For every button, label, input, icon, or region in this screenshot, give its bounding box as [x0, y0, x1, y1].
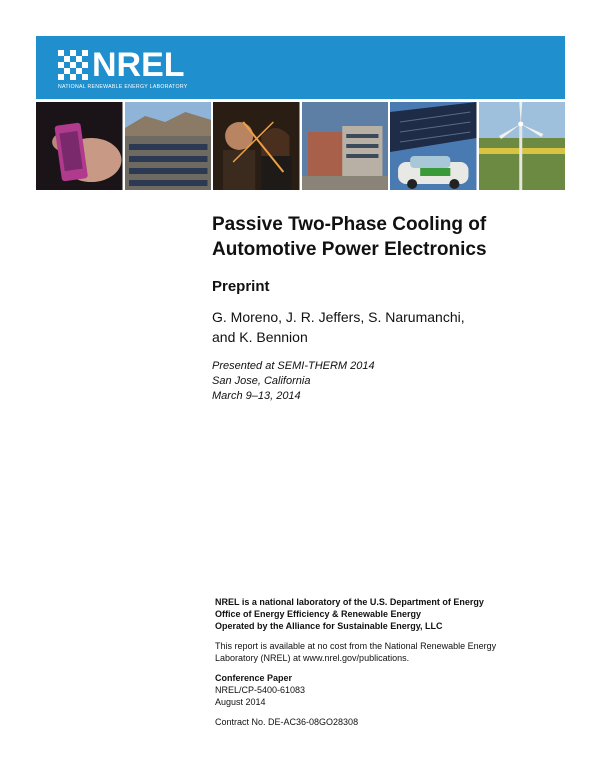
- photo-research-building: [302, 102, 389, 190]
- availability-line2: Laboratory (NREL) at www.nrel.gov/publications.: [215, 653, 410, 663]
- photo-wind-turbine: [479, 102, 566, 190]
- presented-date: March 9–13, 2014: [212, 390, 301, 402]
- doc-type: Conference Paper: [215, 673, 293, 683]
- doc-number: NREL/CP-5400-61083: [215, 685, 306, 695]
- document-title-block: [212, 212, 562, 404]
- nrel-logo-text: NREL: [92, 46, 185, 84]
- nrel-logo-subtitle: NATIONAL RENEWABLE ENERGY LABORATORY: [58, 84, 188, 90]
- document-subtitle: Preprint: [212, 278, 270, 295]
- photo-researchers-lab: [213, 102, 300, 190]
- org-line3: Operated by the Alliance for Sustainable Energy, LLC: [215, 621, 443, 631]
- document-title-line2: Automotive Power Electronics: [212, 239, 487, 260]
- org-line2: Office of Energy Efficiency & Renewable Energy: [215, 609, 422, 619]
- report-footer: [215, 596, 555, 728]
- document-title-line1: Passive Two-Phase Cooling of: [212, 214, 487, 235]
- presented-location: San Jose, California: [212, 375, 311, 387]
- photo-solar-array-field: [125, 102, 212, 190]
- nrel-logo: [58, 48, 185, 82]
- photo-solar-car-charging: [390, 102, 477, 190]
- presented-at: Presented at SEMI-THERM 2014: [212, 360, 375, 372]
- photo-strip: [36, 102, 565, 190]
- presentation-info: [212, 359, 562, 404]
- authors-line2: and K. Bennion: [212, 329, 308, 345]
- availability-line1: This report is available at no cost from the National Renewable Energy: [215, 641, 497, 651]
- photo-solar-cell-sample: [36, 102, 123, 190]
- document-authors: [212, 307, 562, 347]
- contract-number: Contract No. DE-AC36-08GO28308: [215, 717, 359, 727]
- authors-line1: G. Moreno, J. R. Jeffers, S. Narumanchi,: [212, 309, 465, 325]
- org-line1: NREL is a national laboratory of the U.S. Department of Energy: [215, 597, 484, 607]
- nrel-logo-mark-icon: [58, 50, 88, 80]
- doc-date: August 2014: [215, 697, 266, 707]
- document-title: [212, 212, 562, 262]
- nrel-banner: [36, 36, 565, 99]
